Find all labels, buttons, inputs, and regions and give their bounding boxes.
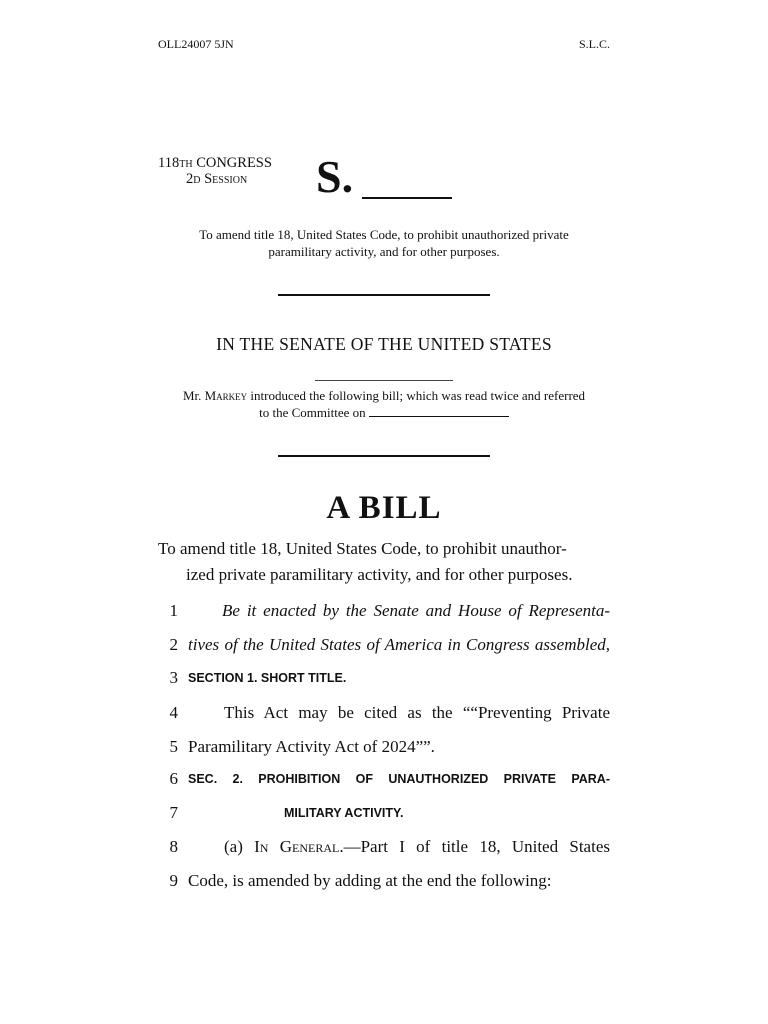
- divider: [278, 455, 490, 457]
- body-text: Code, is amended by adding at the end the following:: [188, 871, 552, 890]
- slc-label: S.L.C.: [578, 37, 610, 51]
- line-number: 7: [169, 803, 178, 822]
- enacting-clause: Be it enacted by the Senate and House of Representa-: [222, 601, 610, 620]
- introduction: Mr. Markey introduced the following bill; which was read twice and referred to the Committee on: [182, 388, 586, 420]
- body-text: Paramilitary Activity Act of 2024””.: [188, 737, 435, 756]
- line-number: 4: [169, 703, 178, 722]
- line-number: 9: [169, 871, 178, 890]
- line-number: 6: [169, 769, 178, 788]
- divider-thin: [315, 380, 453, 381]
- enacting-clause: tives of the United States of America in Congress assembled,: [188, 635, 610, 654]
- line-number: 1: [169, 601, 178, 620]
- senate-heading: IN THE SENATE OF THE UNITED STATES: [216, 334, 552, 354]
- bill-title: To amend title 18, United States Code, to prohibit unauthorized private paramilitary activity, and for other purposes.: [199, 227, 569, 259]
- a-bill-heading: A BILL: [326, 490, 442, 526]
- line-number: 8: [169, 837, 178, 856]
- body-text: This Act may be cited as the ““Preventing Private: [224, 703, 610, 722]
- bill-purpose: To amend title 18, United States Code, to prohibit unauthor- ized private paramilitary activity, and for other purposes.: [158, 539, 573, 584]
- bill-number-blank: [362, 197, 452, 199]
- section-heading: SECTION 1. SHORT TITLE.: [188, 671, 347, 685]
- sponsor-name: Markey: [204, 388, 248, 403]
- congress-number: 118TH CONGRESS: [158, 155, 272, 171]
- line-number: 5: [169, 737, 178, 756]
- body-text: (a) In General.—Part I of title 18, United States: [224, 837, 610, 856]
- section-heading: MILITARY ACTIVITY.: [284, 806, 404, 820]
- doc-id: OLL24007 5JN: [158, 37, 234, 51]
- bill-prefix: S.: [316, 151, 354, 202]
- committee-blank: [369, 405, 509, 417]
- line-number: 2: [169, 635, 178, 654]
- section-heading: SEC. 2. PROHIBITION OF UNAUTHORIZED PRIVATE PARA-: [188, 772, 610, 786]
- divider: [278, 294, 490, 296]
- line-number: 3: [169, 668, 178, 687]
- session-label: 2D Session: [186, 171, 248, 187]
